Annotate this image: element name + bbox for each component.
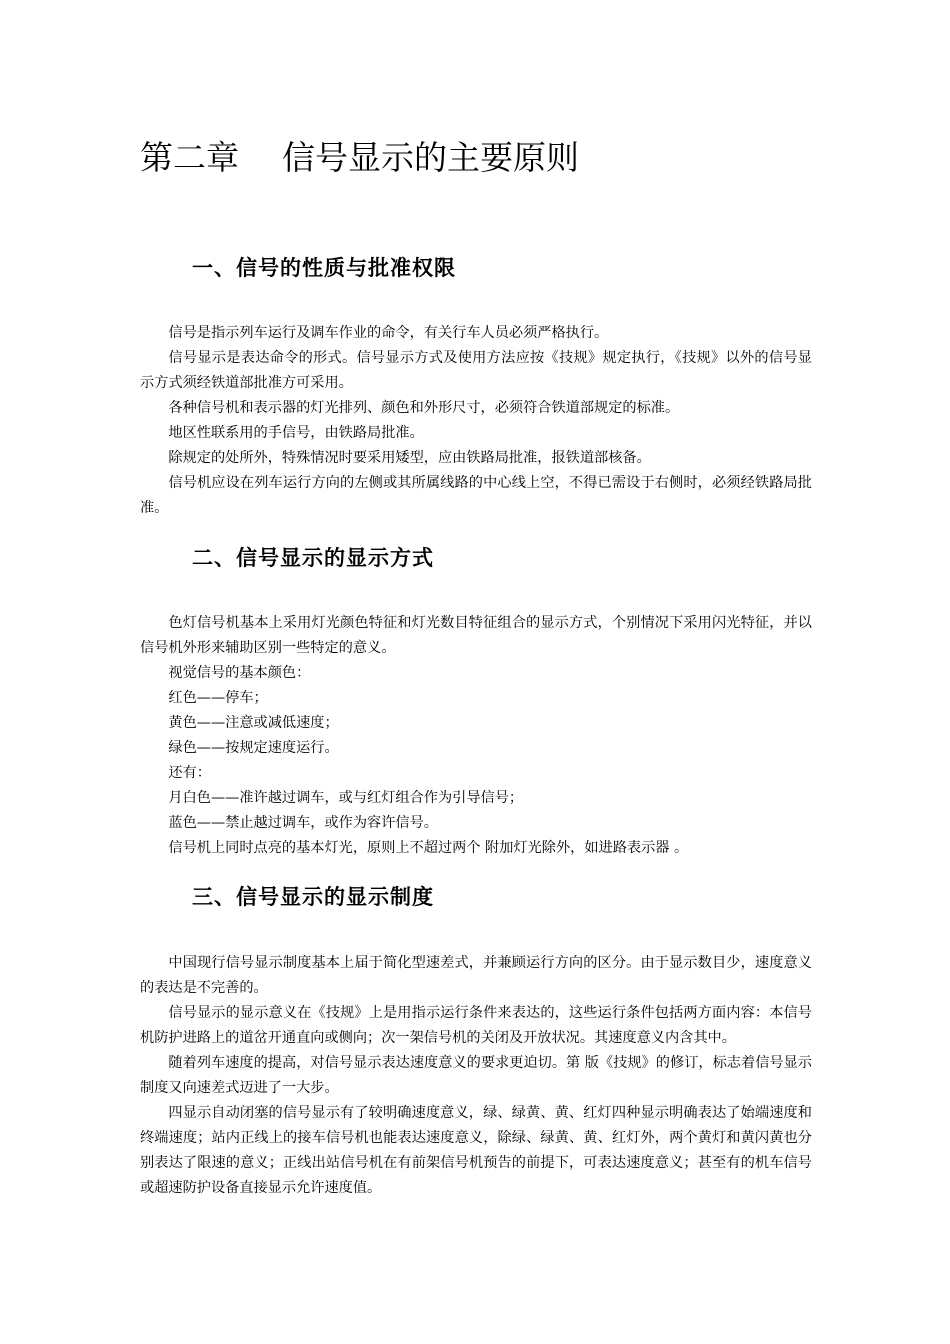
paragraph: 信号是指示列车运行及调车作业的命令，有关行车人员必须严格执行。 — [168, 325, 609, 341]
section-heading-2: 二、信号显示的显示方式 — [192, 546, 434, 570]
paragraph: 色灯信号机基本上采用灯光颜色特征和灯光数目特征组合的显示方式，个别情况下采用闪光特征，并以信号机外形来辅助区别一些特定的意义。 — [140, 615, 812, 656]
section-heading-1: 一、信号的性质与批准权限 — [192, 256, 456, 280]
section-body-3 — [140, 951, 812, 1201]
paragraph: 蓝色——禁止越过调车，或作为容许信号。 — [168, 815, 438, 831]
paragraph: 信号机应设在列车运行方向的左侧或其所属线路的中心线上空，不得已需设于右侧时，必须经铁路局批准。 — [140, 475, 812, 516]
section-body-1 — [140, 321, 812, 521]
paragraph: 随着列车速度的提高，对信号显示表达速度意义的要求更迫切。第 版《技规》的修订，标志着信号显示制度又向速差式迈进了一大步。 — [140, 1055, 812, 1096]
paragraph: 黄色——注意或减低速度； — [168, 715, 339, 731]
paragraph: 信号显示是表达命令的形式。信号显示方式及使用方法应按《技规》规定执行，《技规》以外的信号显示方式须经铁道部批准方可采用。 — [140, 350, 812, 391]
paragraph: 四显示自动闭塞的信号显示有了较明确速度意义，绿、绿黄、黄、红灯四种显示明确表达了始端速度和终端速度；站内正线上的接车信号机也能表达速度意义，除绿、绿黄、黄、红灯外，两个黄灯和黄闪黄也分别表达了限速的意义；正线出站信号机在有前架信号机预告的前提下，可表达速度意义；甚至有的机车信号或超速防护设备直接显示允许速度值。 — [140, 1105, 812, 1196]
paragraph: 各种信号机和表示器的灯光排列、颜色和外形尺寸，必须符合铁道部规定的标准。 — [168, 400, 680, 416]
chapter-title — [140, 136, 579, 180]
paragraph: 还有： — [168, 765, 211, 781]
paragraph: 月白色——准许越过调车，或与红灯组合作为引导信号； — [168, 790, 524, 806]
paragraph: 信号显示的显示意义在《技规》上是用指示运行条件来表达的，这些运行条件包括两方面内容：本信号机防护进路上的道岔开通直向或侧向；次一架信号机的关闭及开放状况。其速度意义内含其中。 — [140, 1005, 812, 1046]
paragraph: 红色——停车； — [168, 690, 268, 706]
paragraph: 中国现行信号显示制度基本上届于简化型速差式，并兼顾运行方向的区分。由于显示数目少，速度意义的表达是不完善的。 — [140, 955, 812, 996]
paragraph: 视觉信号的基本颜色： — [168, 665, 311, 681]
chapter-number: 第二章 — [140, 138, 239, 177]
paragraph: 绿色——按规定速度运行。 — [168, 740, 339, 756]
paragraph: 信号机上同时点亮的基本灯光，原则上不超过两个 附加灯光除外，如进路表示器 。 — [168, 840, 689, 856]
chapter-title-text: 信号显示的主要原则 — [282, 138, 579, 177]
paragraph: 地区性联系用的手信号，由铁路局批准。 — [168, 425, 424, 441]
paragraph: 除规定的处所外，特殊情况时要采用矮型，应由铁路局批准，报铁道部核备。 — [168, 450, 651, 466]
section-heading-3: 三、信号显示的显示制度 — [192, 885, 434, 909]
section-body-2 — [140, 611, 812, 861]
